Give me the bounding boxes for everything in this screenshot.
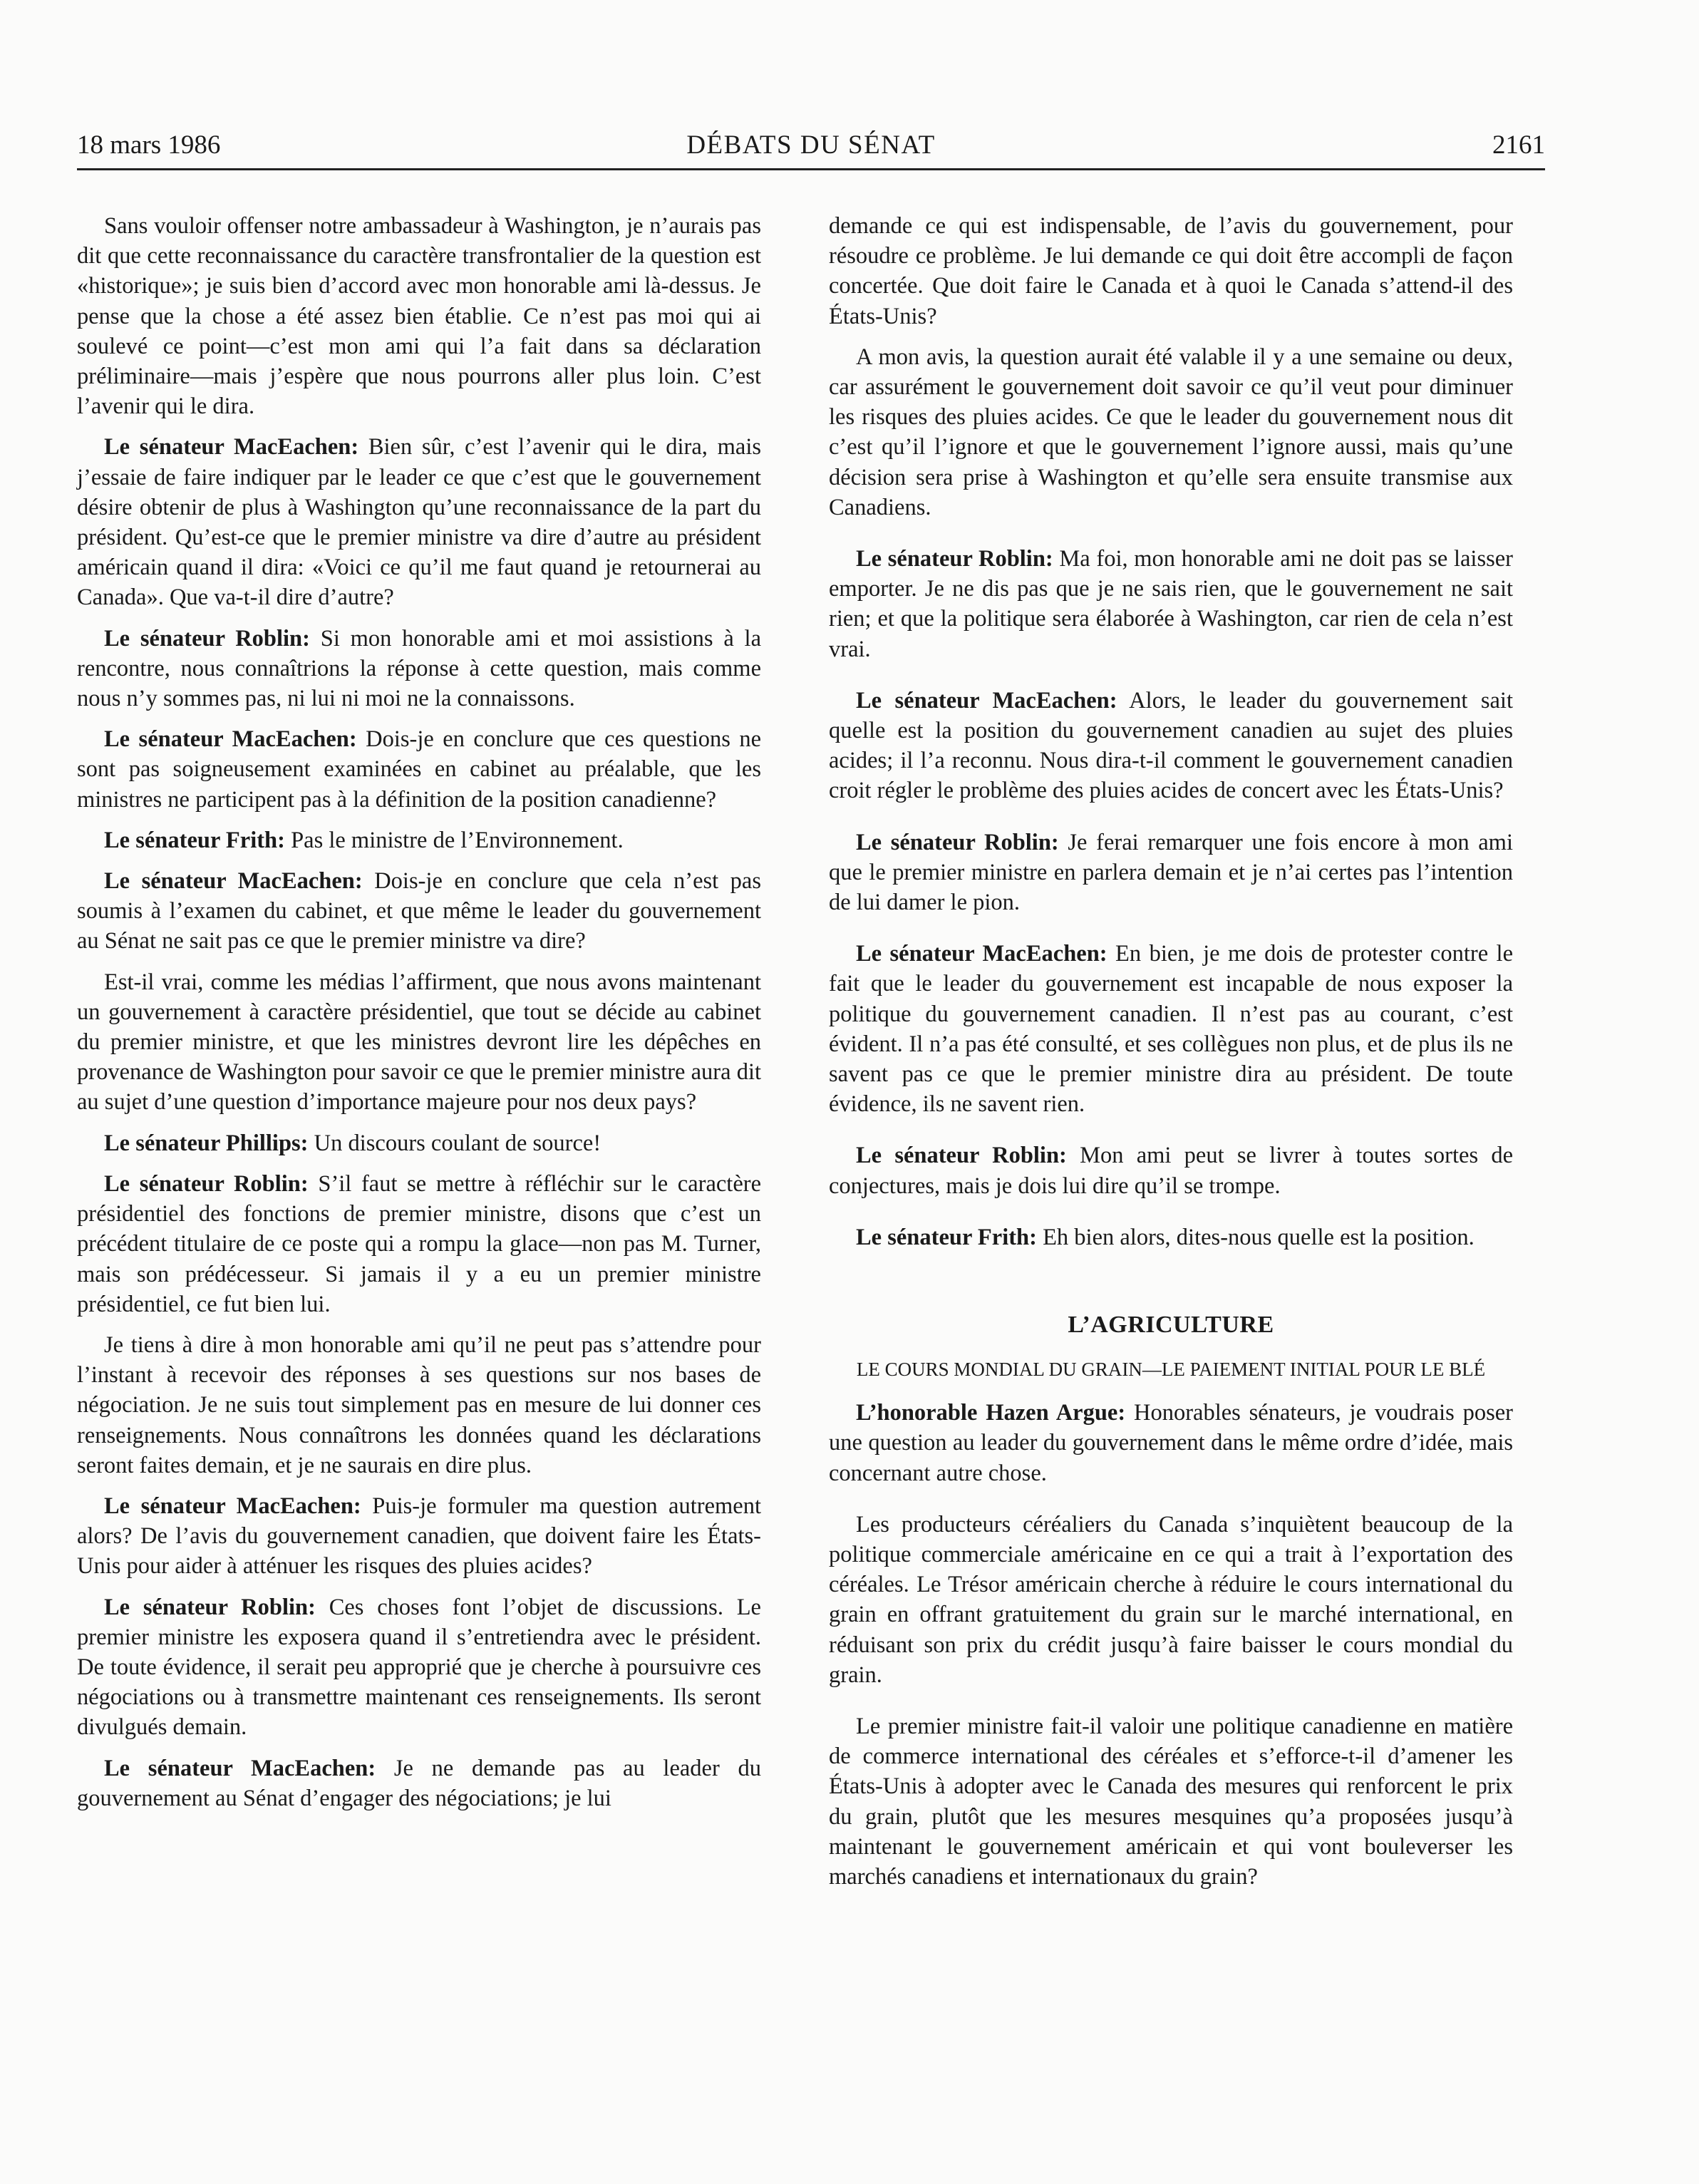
paragraph: Les producteurs céréaliers du Canada s’inquiètent beaucoup de la politique commerciale américaine en ce qui a trait à l’exportation des céréales. Le Trésor américain cherche à réduire le cours international du grain en offrant gratuitement du grain sur le marché international, en réduisant son prix du crédit jusqu’à faire baisser le cours mondial du grain.: [829, 1511, 1513, 1688]
speech-text: Bien sûr, c’est l’avenir qui le dira, mais j’essaie de faire indiquer par le leader ce que c’est que le gouvernement désire obtenir de plus à Washington qu’une reconnaissance de la part du président. Qu’est-ce que le premier ministre va dire d’autre au président américain quand il dira: «Voici ce qu’il me faut quand je retournerai au Canada». Que va-t-il dire d’autre?: [77, 434, 761, 611]
speech-text: Honorables sénateurs, je voudrais poser une question au leader du gouvernement dans le même ordre d’idée, mais concernant autre chose.: [829, 1400, 1513, 1486]
speech-paragraph: [829, 686, 1513, 806]
paragraph: Est-il vrai, comme les médias l’affirment, que nous avons maintenant un gouvernement à caractère présidentiel, que tout se décide au cabinet du premier ministre, et que les ministres devront lire les dépêches en provenance de Washington pour savoir ce que le premier ministre aura dit au sujet d’une question d’importance majeure pour nos deux pays?: [77, 969, 761, 1116]
speech-paragraph: [829, 1222, 1513, 1252]
speaker-name: Le sénateur Roblin:: [104, 1170, 309, 1197]
speech-text: Ma foi, mon honorable ami ne doit pas se laisser emporter. Je ne dis pas que je ne sais rien, que le gouvernement ne sait rien; et que la politique sera élaborée à Washington, car rien de cela n’est vrai.: [829, 546, 1513, 662]
right-column: [829, 211, 1513, 1902]
speaker-name: Le sénateur MacEachen:: [856, 687, 1117, 714]
speech-paragraph: [77, 1592, 761, 1743]
speaker-name: Le sénateur Roblin:: [104, 625, 310, 651]
speaker-name: Le sénateur MacEachen:: [104, 868, 363, 895]
header-date: 18 mars 1986: [77, 130, 221, 160]
paragraph: Je tiens à dire à mon honorable ami qu’il ne peut pas s’attendre pour l’instant à recevoir des réponses à ses questions sur nos bases de négociation. Je ne suis tout simplement pas en mesure de lui donner ces renseignements. Nous connaîtrons les données quand les déclarations seront faites demain, et je ne saurais en dire plus.: [77, 1331, 761, 1478]
paragraph: Le premier ministre fait-il valoir une politique canadienne en matière de commerce international des céréales et s’efforce-t-il d’amener les États-Unis à adopter avec le Canada des mesures qui renforcent le prix du grain, plutôt que les mesures mesquines qu’a proposées jusqu’à maintenant le gouvernement américain et qui vont bouleverser les marchés canadiens et internationaux du grain?: [829, 1713, 1513, 1890]
speaker-name: Le sénateur Roblin:: [104, 1594, 316, 1620]
speech-text: Ces choses font l’objet de discussions. Le premier ministre les exposera quand il s’entretiendra avec le président. De toute évidence, il serait peu approprié que je cherche à poursuivre ces négociations ou à transmettre maintenant ces renseignements. Ils seront divulgués demain.: [77, 1594, 761, 1741]
speech-paragraph: [77, 1753, 761, 1813]
speaker-name: L’honorable Hazen Argue:: [856, 1400, 1126, 1426]
speech-paragraph: [77, 1491, 761, 1582]
paragraph: A mon avis, la question aurait été valable il y a une semaine ou deux, car assurément le gouvernement doit savoir ce qu’il veut pour diminuer les risques des pluies acides. Ce que le leader du gouvernement nous dit c’est qu’il l’ignore et que le gouvernement l’ignore aussi, mais qu’une décision sera prise à Washington et qu’elle sera ensuite transmise aux Canadiens.: [829, 344, 1513, 520]
speaker-name: Le sénateur MacEachen:: [104, 1493, 361, 1519]
section-subtitle: LE COURS MONDIAL DU GRAIN—LE PAIEMENT INITIAL POUR LE BLÉ: [856, 1359, 1486, 1381]
speech-paragraph: [77, 1169, 761, 1319]
paragraph: Sans vouloir offenser notre ambassadeur à Washington, je n’aurais pas dit que cette reconnaissance du caractère transfrontalier de la question est «historique»; je suis bien d’accord avec mon honorable ami là-dessus. Je pense que la chose a été assez bien établie. Ce n’est pas moi qui ai soulevé ce point—c’est mon ami qui l’a fait dans sa déclaration préliminaire—mais j’espère que nous pourrons aller plus loin. C’est l’avenir qui le dira.: [77, 213, 761, 420]
speaker-name: Le sénateur MacEachen:: [104, 726, 357, 753]
speech-text: Dois-je en conclure que cela n’est pas soumis à l’examen du cabinet, et que même le leader du gouvernement au Sénat ne sait pas ce que le premier ministre va dire?: [77, 868, 761, 954]
speech-paragraph: [77, 1128, 761, 1158]
speech-text: Si mon honorable ami et moi assistions à la rencontre, nous connaîtrions la réponse à cette question, mais comme nous n’y sommes pas, ni lui ni moi ne la connaissons.: [77, 625, 761, 712]
left-column: [77, 211, 761, 1824]
speech-text: Dois-je en conclure que ces questions ne sont pas soigneusement examinées en cabinet au préalable, que les ministres ne participent pas à la définition de la position canadienne?: [77, 726, 762, 813]
speech-paragraph: [77, 724, 761, 815]
speech-paragraph: [77, 624, 761, 714]
speaker-name: Le sénateur Frith:: [104, 827, 285, 853]
speech-paragraph: [829, 544, 1513, 664]
speech-text: Je ne demande pas au leader du gouvernement au Sénat d’engager des négociations; je lui: [77, 1755, 761, 1811]
speech-paragraph: [829, 939, 1513, 1119]
speaker-name: Le sénateur Roblin:: [856, 1143, 1067, 1169]
speech-text: En bien, je me dois de protester contre le fait que le leader du gouvernement est incapable de nous exposer la politique du gouvernement canadien. Il n’est pas au courant, c’est évident. Il n’a pas été consulté, et ses collègues non plus, et de plus ils ne savent pas ce que le premier ministre dira au président. De toute évidence, ils ne savent rien.: [829, 941, 1514, 1118]
speech-paragraph: [77, 825, 761, 855]
speech-text: Je ferai remarquer une fois encore à mon ami que le premier ministre en parlera demain et je n’ai certes pas l’intention de lui damer le pion.: [829, 829, 1513, 916]
page-header: [77, 125, 1545, 170]
speech-paragraph: [77, 866, 761, 957]
speech-text: Eh bien alors, dites-nous quelle est la position.: [1036, 1224, 1475, 1250]
speech-text: Puis-je formuler ma question autrement alors? De l’avis du gouvernement canadien, que doivent faire les États-Unis pour aider à atténuer les risques des pluies acides?: [77, 1493, 761, 1580]
speaker-name: Le sénateur MacEachen:: [104, 1755, 376, 1781]
speaker-name: Le sénateur MacEachen:: [856, 941, 1107, 967]
speech-text: S’il faut se mettre à réfléchir sur le caractère présidentiel des fonctions de premier ministre, disons que c’est un précédent titulaire de ce poste qui a rompu la glace—non pas M. Turner, mais son prédécesseur. Si jamais il y a eu un premier ministre présidentiel, ce fut bien lui.: [77, 1170, 761, 1317]
speaker-name: Le sénateur MacEachen:: [104, 434, 359, 460]
header-title: DÉBATS DU SÉNAT: [686, 130, 936, 160]
speaker-name: Le sénateur Phillips:: [104, 1130, 309, 1156]
speech-text: Alors, le leader du gouvernement sait quelle est la position du gouvernement canadien au sujet des pluies acides; il l’a reconnu. Nous dira-t-il comment le gouvernement canadien croit régler le problème des pluies acides de concert avec les États-Unis?: [829, 687, 1513, 804]
paragraph-continued: demande ce qui est indispensable, de l’avis du gouvernement, pour résoudre ce problème. Je lui demande ce qui doit être accompli de façon concertée. Que doit faire le Canada et à quoi le Canada s’attend-il des États-Unis?: [829, 213, 1513, 329]
speaker-name: Le sénateur Roblin:: [856, 546, 1053, 572]
page-number: 2161: [1492, 130, 1545, 160]
speech-text: Pas le ministre de l’Environnement.: [284, 827, 624, 853]
speech-paragraph: [77, 432, 761, 612]
section-title: L’AGRICULTURE: [1068, 1312, 1274, 1339]
speech-paragraph: [829, 828, 1513, 918]
speech-paragraph: [829, 1140, 1513, 1200]
speech-text: Un discours coulant de source!: [308, 1130, 601, 1156]
speech-text: Mon ami peut se livrer à toutes sortes de conjectures, mais je dois lui dire qu’il se trompe.: [829, 1143, 1514, 1199]
speech-paragraph: [829, 1398, 1513, 1488]
speaker-name: Le sénateur Frith:: [856, 1224, 1037, 1250]
speaker-name: Le sénateur Roblin:: [856, 829, 1059, 855]
